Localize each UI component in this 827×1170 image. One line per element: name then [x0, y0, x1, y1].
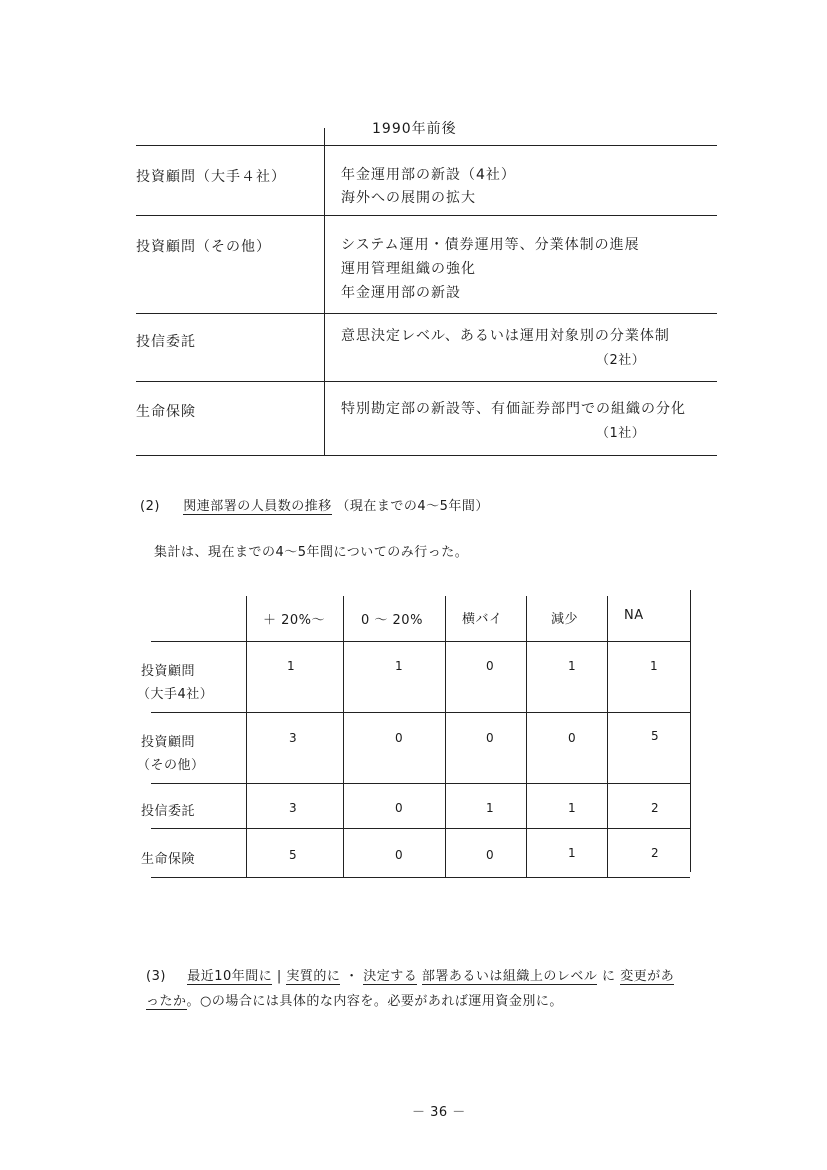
table2-cell: 2	[651, 846, 659, 860]
section3-text: に	[602, 969, 616, 984]
table2-cell: 3	[289, 731, 297, 745]
table2-row-label: （大手4社）	[137, 687, 214, 702]
section3-separator: ・	[345, 969, 359, 984]
table2-cell: 1	[568, 846, 576, 860]
table2-row-label: 投信委託	[141, 804, 196, 819]
section3-underlined: 実質的に	[286, 969, 341, 984]
table2-header-cell: NA	[624, 608, 644, 623]
section3-underlined: ったか	[146, 994, 187, 1009]
table2-row-label: （その他）	[137, 758, 205, 773]
table1-row-line: システム運用・債券運用等、分業体制の進展	[341, 237, 640, 253]
table1-row-line: 年金運用部の新設	[341, 285, 461, 301]
section3-line1	[146, 965, 674, 984]
table1-bottom-rule	[136, 455, 717, 456]
table2-cell: 1	[568, 801, 576, 815]
section3-text: 。○の場合には具体的な内容を。必要があれば運用資金別に。	[186, 994, 563, 1009]
section2-heading	[140, 495, 489, 514]
table2-col-line	[526, 596, 527, 878]
table2-col-line	[607, 596, 608, 878]
table2-cell: 0	[486, 848, 494, 862]
table2-cell: 0	[395, 801, 403, 815]
section3-line2	[146, 990, 563, 1009]
section3-number: (3)	[146, 969, 166, 984]
table1-row-line: 運用管理組織の強化	[341, 261, 476, 277]
section3-underlined: 変更があ	[620, 969, 675, 984]
table1-row-line: 年金運用部の新設（4社）	[341, 167, 516, 183]
table1-row-line: 海外への展開の拡大	[341, 190, 476, 206]
table1-row-note: （1社）	[596, 426, 646, 441]
section2-paren: （現在までの4〜5年間）	[336, 499, 489, 514]
table1-row-label: 投信委託	[136, 334, 196, 350]
table1-header: 1990年前後	[372, 121, 457, 137]
table2-cell: 3	[289, 801, 297, 815]
section3-underlined: 決定する	[363, 969, 418, 984]
table2-col-line	[690, 590, 691, 872]
table2-row-label: 投資顧問	[141, 735, 196, 750]
table1-row-label: 生命保険	[136, 404, 196, 420]
table2-cell: 0	[395, 848, 403, 862]
section3-underlined: 部署あるいは組織上のレベル	[421, 969, 598, 984]
table2-row-rule	[151, 783, 690, 784]
page-number: － 36 －	[412, 1105, 466, 1120]
table2-header-cell: ＋ 20%〜	[263, 613, 326, 628]
table2-header-cell: 0 〜 20%	[361, 613, 423, 628]
section3-separator: |	[276, 969, 282, 984]
table1-row-label: 投資顧問（その他）	[136, 239, 271, 255]
table2-cell: 1	[287, 659, 295, 673]
table1-row-rule	[136, 313, 717, 314]
table2-bottom-rule	[151, 877, 690, 878]
table2-header-cell: 横バイ	[462, 612, 503, 627]
table1-row-line: 特別勘定部の新設等、有価証券部門での組織の分化	[341, 401, 686, 417]
section2-number: (2)	[140, 499, 160, 514]
section2-title: 関連部署の人員数の推移	[183, 499, 332, 514]
table2-row-label: 生命保険	[141, 852, 196, 867]
table2-cell: 5	[651, 729, 659, 743]
table1-vertical-divider	[324, 128, 325, 456]
table2-cell: 1	[650, 659, 658, 673]
table2-header-rule	[151, 641, 690, 642]
table2-cell: 1	[568, 659, 576, 673]
table2-cell: 2	[651, 801, 659, 815]
table1-row-note: （2社）	[596, 353, 646, 368]
table2-cell: 5	[289, 848, 297, 862]
table2-col-line	[343, 596, 344, 878]
table2-row-rule	[151, 712, 690, 713]
table2-cell: 1	[395, 659, 403, 673]
table2-cell: 1	[486, 801, 494, 815]
table2-cell: 0	[486, 731, 494, 745]
table2-cell: 0	[395, 731, 403, 745]
table1-row-rule	[136, 381, 717, 382]
table1-row-label: 投資顧問（大手４社）	[136, 169, 286, 185]
table2-row-label: 投資顧問	[141, 664, 196, 679]
table1-header-rule	[136, 145, 717, 146]
table2-header-cell: 減少	[551, 612, 579, 627]
table1-row-line: 意思決定レベル、あるいは運用対象別の分業体制	[341, 328, 670, 344]
table2-col-line	[246, 596, 247, 878]
section2-sentence: 集計は、現在までの4〜5年間についてのみ行った。	[154, 545, 469, 560]
table2-cell: 0	[568, 731, 576, 745]
table2-row-rule	[151, 828, 690, 829]
table1-row-rule	[136, 215, 717, 216]
section3-underlined: 最近10年間に	[187, 969, 273, 984]
table2-cell: 0	[486, 659, 494, 673]
table2-col-line	[445, 596, 446, 878]
